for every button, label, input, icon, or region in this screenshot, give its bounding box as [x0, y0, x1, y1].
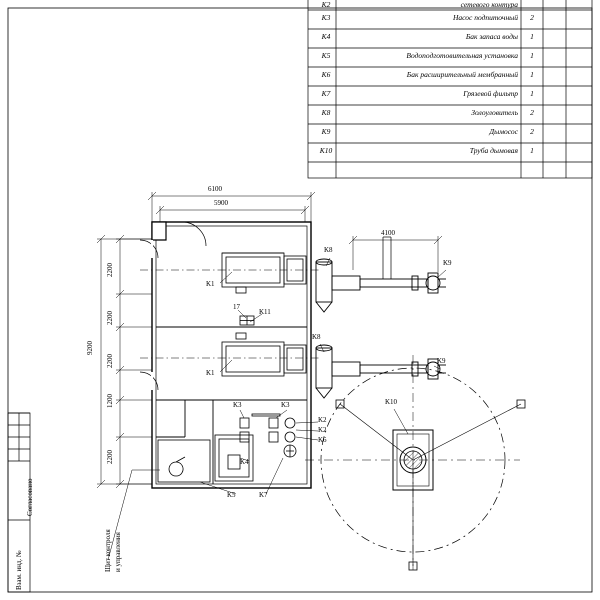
callout-k5: K5 [227, 491, 236, 499]
building-plan [140, 222, 311, 488]
callout-k11: K11 [259, 308, 271, 316]
table-cell-pos: K9 [321, 127, 331, 136]
table-cell-pos: K5 [321, 51, 331, 60]
callout-k2-upper: K2 [318, 416, 327, 424]
table-cell-qty: 1 [530, 146, 534, 155]
boiler-k1-upper [222, 253, 306, 293]
water-treatment-k5 [158, 440, 210, 482]
callout-k3-right: K3 [281, 401, 290, 409]
dimension-left-seg-3: 2200 [106, 354, 114, 368]
table-cell-qty: 1 [530, 70, 534, 79]
table-cell-name: Бак расширительный мембранный [406, 70, 518, 79]
table-cell-name: Дымосос [489, 127, 518, 136]
table-cell-name: сетевого контура [460, 0, 518, 9]
table-cell-qty: 2 [530, 127, 534, 136]
callout-k10: K10 [385, 398, 398, 406]
callout-k9-upper: K9 [443, 259, 452, 267]
sheet-border [8, 8, 592, 592]
table-cell-pos: K3 [321, 13, 331, 22]
callout-k4: K4 [240, 458, 249, 466]
table-cell-pos: K4 [321, 32, 331, 41]
pump-group [240, 414, 296, 457]
dimension-left-total: 9200 [86, 341, 94, 355]
dimension-top-outer: 6100 [208, 185, 222, 193]
table-cell-name: Труба дымовая [469, 146, 518, 155]
callout-k8-lower: K8 [312, 333, 321, 341]
table-cell-pos: K2 [321, 0, 331, 9]
callout-17: 17 [233, 303, 240, 311]
table-cell-pos: K8 [321, 108, 331, 117]
leader-text-line2: и управления [114, 532, 122, 572]
table-cell-name: Грязевой фильтр [463, 89, 518, 98]
flue-ducts [360, 237, 391, 283]
dimension-top-inner: 5900 [214, 199, 228, 207]
table-cell-pos: K10 [319, 146, 333, 155]
boiler-k1-lower [222, 333, 306, 376]
table-cell-name: Насос подпиточный [452, 13, 518, 22]
dimension-left-seg-1: 2200 [106, 263, 114, 277]
dimension-right-span: 4100 [381, 229, 395, 237]
table-cell-qty: 1 [530, 32, 534, 41]
callout-k1-upper: K1 [206, 280, 215, 288]
callout-k6: K6 [318, 436, 327, 444]
callout-k9-lower: K9 [437, 357, 446, 365]
dimension-lines [97, 192, 442, 488]
dimension-left-seg-5: 2200 [106, 450, 114, 464]
left-title-strip [8, 413, 30, 592]
callout-k8-upper: K8 [324, 246, 333, 254]
stamp-label: Взам. инд. № [15, 550, 23, 590]
table-cell-qty: 2 [530, 108, 534, 117]
callout-k2-lower: K2 [318, 426, 327, 434]
table-cell-name: Бак запаса воды [465, 32, 518, 41]
smoke-exhauster-k9-upper [360, 273, 446, 293]
callout-leaders [108, 258, 446, 560]
leader-text-line1: Щит контроля [104, 529, 112, 572]
approval-label: Согласовано [26, 478, 34, 516]
dimension-left-seg-2: 2200 [106, 311, 114, 325]
table-cell-name: Водоподготовительная установка [406, 51, 518, 60]
ash-collector-k8-upper [316, 259, 360, 312]
callout-k7: K7 [259, 491, 268, 499]
table-cell-pos: K7 [321, 89, 331, 98]
table-cell-qty: 2 [530, 13, 534, 22]
callout-k3-left: K3 [233, 401, 242, 409]
table-cell-name: Золоуловитель [471, 108, 518, 117]
dimension-left-seg-4: 1200 [106, 394, 114, 408]
table-cell-pos: K6 [321, 70, 331, 79]
equipment-table-grid [308, 0, 592, 178]
table-cell-qty: 1 [530, 89, 534, 98]
chimney-zone [305, 355, 525, 570]
smoke-exhauster-k9-lower [360, 359, 446, 379]
callout-k1-lower: K1 [206, 369, 215, 377]
table-cell-qty: 1 [530, 51, 534, 60]
